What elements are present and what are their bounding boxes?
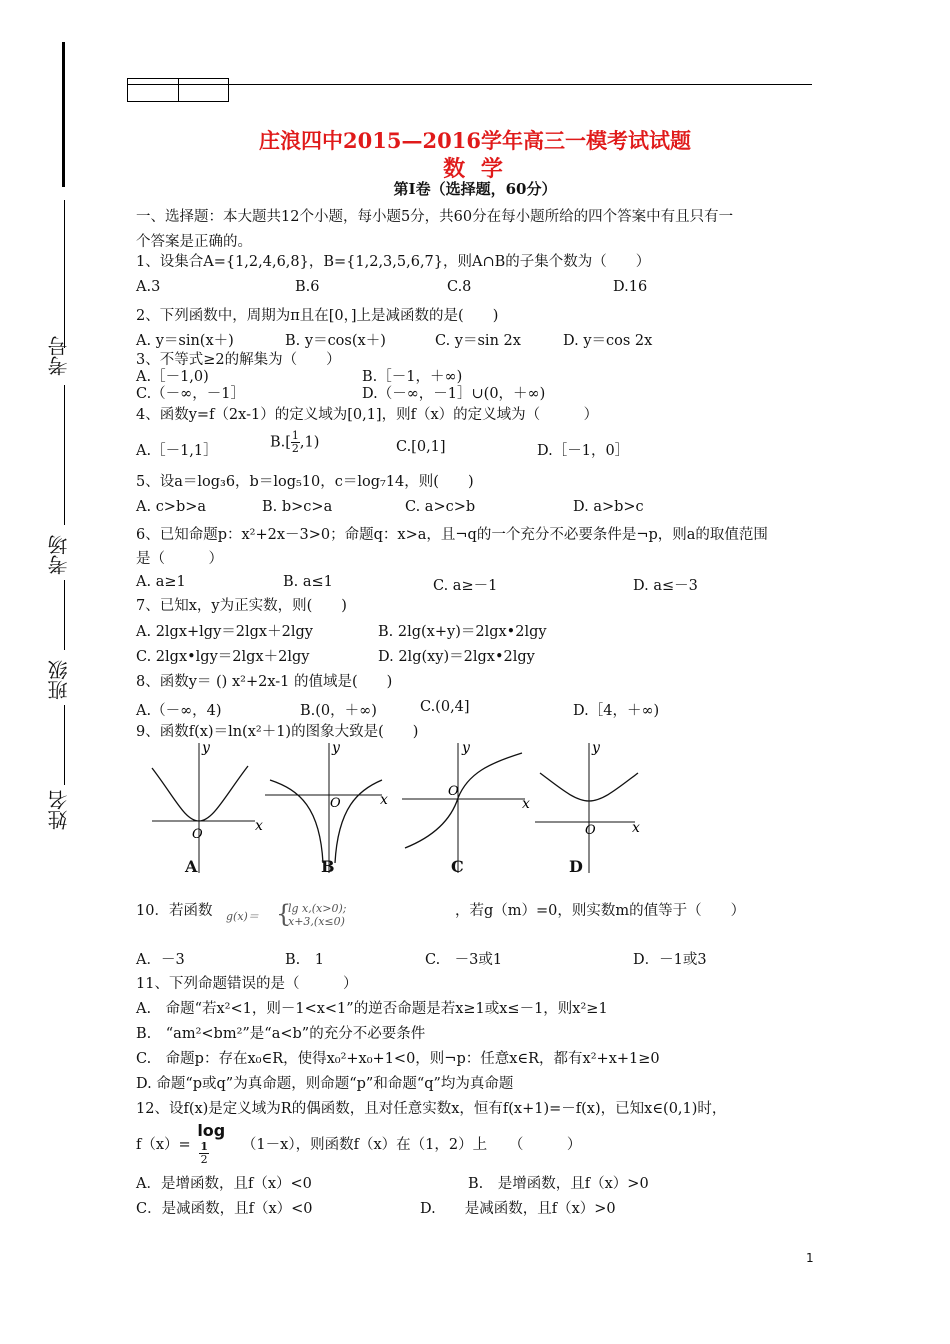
q10-option-b: B. 1: [285, 952, 324, 968]
q10-option-d: D．－1或3: [633, 952, 707, 968]
q5-option-b: B. b>c>a: [262, 499, 333, 515]
q10-piece-1: lg x,(x>0);: [288, 902, 347, 915]
graph-d-origin-label: O: [585, 823, 596, 838]
q12-log-base: [199, 1141, 209, 1166]
section-intro-2: 个答案是正确的。: [136, 234, 252, 250]
q3-option-c: C.（－∞，－1］: [136, 386, 245, 402]
q10-stem-pre: 10．若函数: [136, 903, 213, 919]
graph-c: [402, 740, 530, 873]
q12-option-c: C．是减函数，且f（x）<0: [136, 1201, 313, 1217]
graph-a-y-label: y: [202, 740, 210, 756]
graph-b-x-label: x: [380, 792, 388, 808]
name-label: 姓名: [47, 790, 71, 830]
q4-option-b-fraction: [291, 430, 300, 455]
q1-option-b: B.6: [295, 279, 320, 295]
q12-stem-1: 12、设f(x)是定义域为R的偶函数，且对任意实数x，恒有f(x+1)=－f(x)，已知x∈(0,1)时，: [136, 1101, 727, 1117]
q10-stem-post: ，若g（m）=0，则实数m的值等于（ ）: [455, 903, 746, 919]
graph-c-y-label: y: [462, 740, 470, 756]
q6-stem-2: 是（ ）: [136, 551, 223, 567]
graph-c-origin-label: O: [448, 784, 459, 799]
q6-option-b: B. a≤1: [283, 574, 333, 590]
q3-stem: 3、不等式≥2的解集为（ ）: [136, 352, 341, 368]
q11-stem: 11、下列命题错误的是（ ）: [136, 976, 358, 992]
q11-option-c: C. 命题p：存在x₀∈R，使得x₀²+x₀+1<0，则¬p：任意x∈R，都有x²+x+1≥0: [136, 1051, 660, 1067]
exam-no-label: 考号: [47, 336, 71, 376]
q1-option-a: A.3: [136, 279, 161, 295]
q2-option-d: D. y＝cos 2x: [563, 333, 653, 349]
q6-stem-1: 6、已知命题p：x²+2x－3>0；命题q：x>a，且¬q的一个充分不必要条件是¬p，则a的取值范围: [136, 527, 768, 543]
q6-option-c: C. a≥－1: [433, 578, 498, 594]
q12-fx-label: f（x）=: [136, 1137, 191, 1153]
graph-c-x-label: x: [522, 796, 530, 812]
q11-option-d: D. 命题“p或q”为真命题，则命题“p”和命题“q”均为真命题: [136, 1076, 514, 1092]
page-number: 1: [806, 1251, 814, 1265]
q7-option-c: C. 2lgx•lgy＝2lgx＋2lgy: [136, 649, 310, 665]
section-intro-1: 一、选择题：本大题共12个小题，每小题5分，共60分在每小题所给的四个答案中有且只有一: [136, 209, 734, 225]
graph-b: [265, 740, 388, 873]
q2-option-c: C. y＝sin 2x: [435, 333, 521, 349]
q6-option-a: A. a≥1: [136, 574, 186, 590]
part-heading: 第Ⅰ卷（选择题，60分）: [393, 180, 557, 198]
q1-option-c: C.8: [447, 279, 472, 295]
q4-b-numerator: 1: [291, 429, 299, 442]
q5-option-a: A. c>b>a: [136, 499, 207, 515]
margin-line-2: [64, 385, 65, 525]
q10-option-c: C. －3或1: [425, 952, 503, 968]
class-label: 班级: [47, 660, 71, 700]
q12-stem-post: （1－x），则函数f（x）在（1，2）上 （ ）: [241, 1137, 582, 1153]
q11-option-b: B. “am²<bm²”是“a<b”的充分不必要条件: [136, 1026, 426, 1042]
q3-option-b: B.［－1，＋∞): [362, 369, 463, 385]
q4-option-a: A.［－1,1］: [136, 443, 218, 459]
q4-option-d: D.［－1，0］: [537, 443, 630, 459]
margin-line-3: [64, 580, 65, 650]
q3-option-a: A.［－1,0): [136, 369, 209, 385]
q7-option-a: A. 2lgx+lgy＝2lgx＋2lgy: [136, 624, 313, 640]
q4-stem: 4、函数y=f（2x-1）的定义域为[0,1]，则f（x）的定义域为（ ）: [136, 407, 599, 423]
q12-option-b: B. 是增函数，且f（x）>0: [468, 1176, 649, 1192]
q8-option-b: B.(0，＋∞): [300, 703, 377, 719]
q4-option-b: [270, 430, 319, 455]
graph-d-y-label: y: [592, 740, 600, 756]
q8-option-a: A.（－∞，4): [136, 703, 222, 719]
top-rule: [127, 84, 812, 85]
graph-a: [152, 740, 263, 873]
q8-stem: 8、函数y＝ () x²+2x-1 的值域是( ): [136, 674, 393, 690]
q1-option-d: D.16: [613, 279, 648, 295]
score-box-divider: [178, 78, 179, 101]
margin-line-4: [64, 705, 65, 785]
graph-a-origin-label: O: [192, 827, 203, 842]
q12-log-text: log: [197, 1121, 226, 1140]
exam-subject: 数 学: [443, 156, 507, 182]
graph-b-origin-label: O: [330, 796, 341, 811]
q9-caption-b: B: [321, 857, 335, 876]
exam-room-label: 考场: [47, 535, 71, 575]
q12-base-numerator: 1: [200, 1140, 208, 1153]
q4-option-c: C.[0,1]: [396, 439, 446, 455]
q9-caption-d: D: [569, 857, 583, 876]
graph-a-x-label: x: [255, 818, 263, 834]
q9-stem: 9、函数f(x)＝ln(x²＋1)的图象大致是( ): [136, 724, 419, 740]
q5-option-d: D. a>b>c: [573, 499, 644, 515]
q12-log: [195, 1121, 237, 1166]
q4-b-denominator: 2: [291, 442, 299, 455]
q2-option-a: A. y＝sin(x＋): [136, 333, 234, 349]
q10-g-label: g(x)＝: [226, 910, 259, 923]
margin-line-1: [64, 200, 65, 348]
q9-caption-c: C: [451, 857, 464, 876]
q6-option-d: D. a≤－3: [633, 578, 698, 594]
q12-option-d: D. 是减函数，且f（x）>0: [420, 1201, 616, 1217]
q11-option-a: A. 命题“若x²<1，则－1<x<1”的逆否命题是若x≥1或x≤－1，则x²≥1: [136, 1001, 608, 1017]
q7-option-d: D. 2lg(xy)＝2lgx•2lgy: [378, 649, 535, 665]
q2-stem: 2、下列函数中，周期为π且在[0，]上是减函数的是( ): [136, 308, 499, 324]
graph-d: [535, 740, 640, 873]
q5-option-c: C. a>c>b: [405, 499, 476, 515]
exam-title: 庄浪四中2015—2016学年高三一模考试试题: [259, 128, 691, 153]
q1-stem: 1、设集合A={1,2,4,6,8}，B={1,2,3,5,6,7}，则A∩B的子集个数为（ ）: [136, 254, 651, 270]
q10-piece-2: x+3,(x≤0): [288, 915, 345, 928]
q8-option-d: D.［4，＋∞): [573, 703, 660, 719]
q5-stem: 5、设a＝log₃6，b＝log₅10，c＝log₇14，则( ): [136, 474, 474, 490]
q2-option-b: B. y＝cos(x＋): [285, 333, 386, 349]
q12-option-a: A．是增函数，且f（x）<0: [136, 1176, 312, 1192]
q9-caption-a: A: [185, 857, 198, 876]
q10-option-a: A．－3: [136, 952, 185, 968]
q4-option-b-post: ,1): [299, 434, 320, 451]
q12-stem-2: [136, 1121, 582, 1166]
graph-d-x-label: x: [632, 820, 640, 836]
q10-brace: {: [276, 900, 292, 928]
q12-base-denominator: 2: [200, 1153, 208, 1166]
q7-stem: 7、已知x，y为正实数，则( ): [136, 598, 347, 614]
q8-option-c: C.(0,4]: [420, 699, 470, 715]
q4-option-b-pre: B.[: [270, 434, 291, 451]
q7-option-b: B. 2lg(x+y)＝2lgx•2lgy: [378, 624, 547, 640]
q3-option-d: D.（－∞，－1］∪(0，＋∞): [362, 386, 546, 402]
graph-b-y-label: y: [332, 740, 340, 756]
